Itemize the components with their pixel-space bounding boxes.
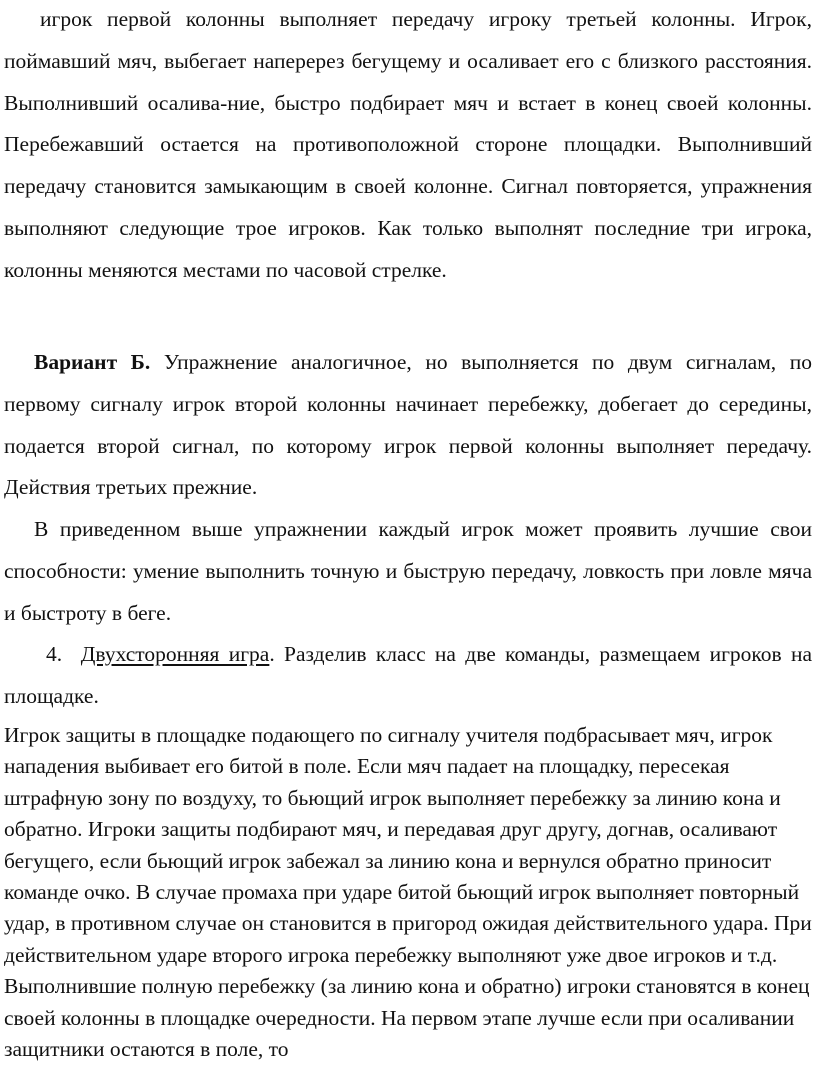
- list-item-title: Двухсторонняя игра: [80, 642, 270, 666]
- paragraph-variant-b: [4, 342, 812, 509]
- list-item-4: [4, 634, 812, 718]
- variant-b-label: Вариант Б.: [34, 350, 151, 374]
- list-item-text: . Разделив класс на две команды, размещаем игроков на площадке.: [4, 642, 813, 708]
- list-item-number: 4.: [46, 642, 63, 666]
- paragraph-two-sided-game-rules: Игрок защиты в площадке подающего по сигналу учителя подбрасывает мяч, игрок нападения выбивает его битой в поле. Если мяч падает на площадку, пересекая штрафную зону по воздуху, то бьющий игрок выполняет перебежку за линию кона и обратно. Игроки защиты подбирают мяч, и передавая друг другу, догнав, осаливают бегущего, если бьющий игрок забежал за линию кона и вернулся обратно приносит команде очко. В случае промаха при ударе битой бьющий игрок выполняет повторный удар, в противном случае он становится в пригород ожидая действительного удара. При действительном ударе второго игрока перебежку выполняют уже двое игроков и т.д. Выполнившие полную перебежку (за линию кона и обратно) игроки становятся в конец своей колонны в площадке очередности. На первом этапе лучше если при осаливании защитники остаются в поле, то: [4, 723, 812, 1062]
- variant-b-text: Упражнение аналогичное, но выполняется по двум сигналам, по первому сигналу игрок второй колонны начинает перебежку, добегает до середины, подается второй сигнал, по которому игрок первой колонны выполняет передачу. Действия третьих прежние.: [4, 350, 812, 500]
- paragraph-abilities: В приведенном выше упражнении каждый игрок может проявить лучшие свои способности: умение выполнить точную и быструю передачу, ловкость при ловле мяча и быстроту в беге.: [4, 517, 812, 625]
- paragraph-game-rules: игрок первой колонны выполняет передачу игроку третьей колонны. Игрок, поймавший мяч, выбегает наперерез бегущему и осаливает его с близкого расстояния. Выполнивший осалива-ние, быстро подбирает мяч и встает в конец своей колонны. Перебежавший остается на противоположной стороне площадки. Выполнивший передачу становится замыкающим в своей колонне. Сигнал повторяется, упражнения выполняют следующие трое игроков. Как только выполнят последние три игрока, колонны меняются местами по часовой стрелке.: [4, 7, 812, 282]
